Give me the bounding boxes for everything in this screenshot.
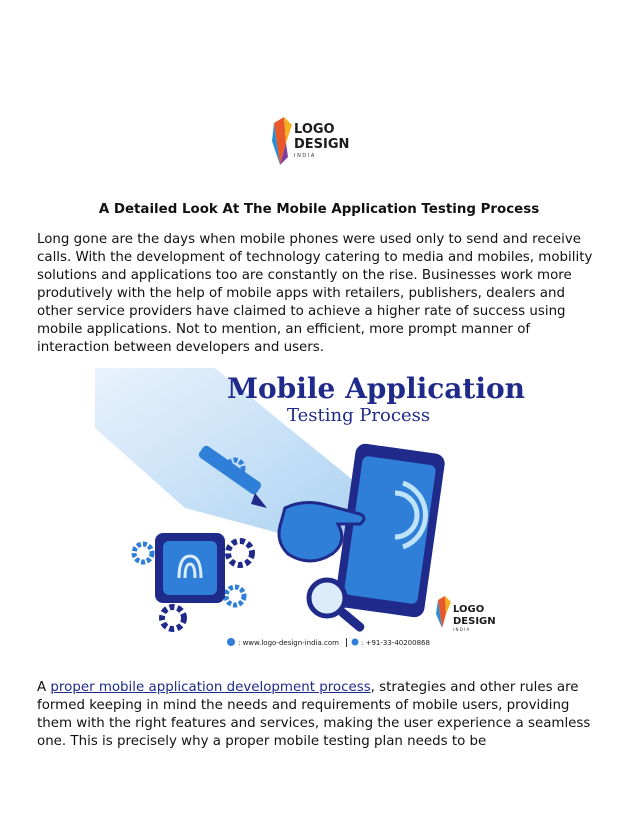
logo-line1: LOGO — [294, 122, 335, 137]
phone-text: : +91-33-40200868 — [361, 639, 430, 647]
phone-small-icon — [352, 639, 359, 646]
paragraph2-rest: , strategies and other rules are formed keeping in mind the needs and requirements of mobile users, providing them with the right features and services, making the user experience a seamless one. This is precisely why a proper mobile testing plan needs to be — [37, 680, 591, 749]
banner-subheading: Testing Process — [287, 405, 431, 426]
globe-icon — [227, 638, 235, 646]
proper-process-link[interactable]: proper mobile application development process — [50, 680, 371, 695]
banner-logo-line3: I N D I A — [453, 627, 470, 632]
website-text: : www.logo-design-india.com — [238, 639, 339, 647]
banner-logo-line1: LOGO — [453, 604, 485, 615]
logo-design-india-logo — [268, 95, 358, 185]
contact-line — [227, 638, 430, 647]
paragraph-intro: Long gone are the days when mobile phones were used only to send and receive calls. With the development of technology catering to media and mobiles, mobility solutions and applications too are constantly on the rise. Businesses work more produtively with the help of mobile apps with retailers, publishers, dealers and other service providers have claimed to achieve a higher rate of success using mobile applications. Not to mention, an efficient, more prompt manner of interaction between developers and users. — [37, 232, 593, 355]
logo-line3: I N D I A — [294, 153, 315, 159]
paragraph-process — [37, 679, 603, 751]
logo-line2: DESIGN — [294, 137, 350, 152]
mobile-testing-banner — [95, 368, 545, 658]
fingerprint-icon — [155, 533, 225, 603]
article-title: A Detailed Look At The Mobile Application Testing Process — [98, 202, 540, 217]
banner-heading: Mobile Application — [227, 372, 526, 405]
paragraph2-prefix: A — [37, 680, 51, 695]
banner-logo-line2: DESIGN — [453, 616, 496, 627]
